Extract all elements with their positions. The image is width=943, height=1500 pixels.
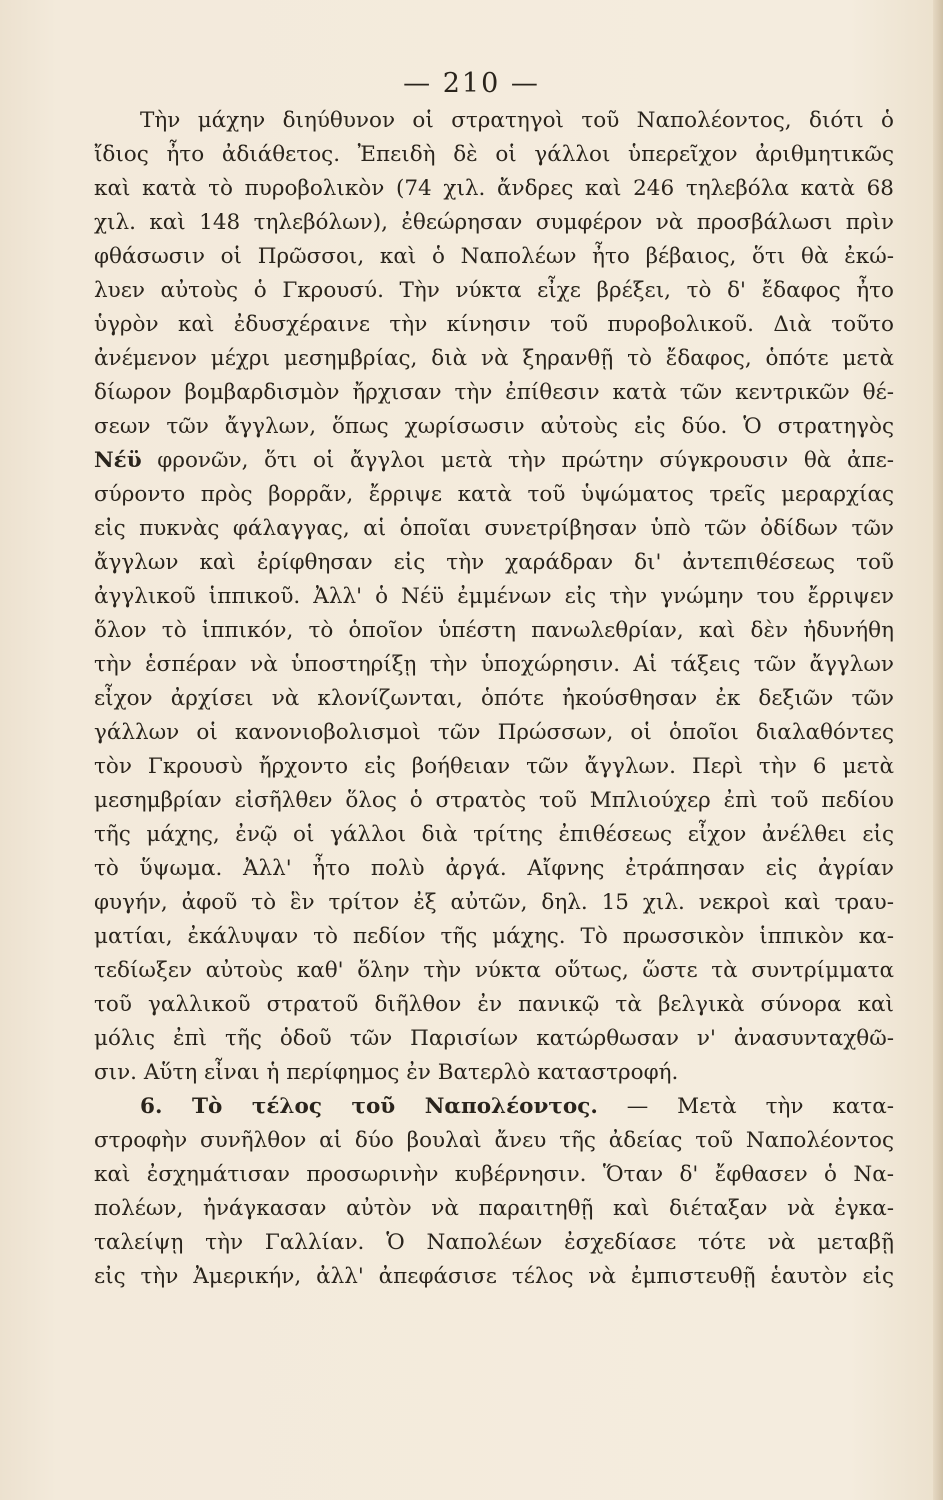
text-line: ἀνέμενον μέχρι μεσημβρίας, διὰ νὰ ξηρανθῇ τὸ ἔδαφος, ὁπότε μετὰ <box>94 346 894 371</box>
text-line: σεων τῶν ἄγγλων, ὅπως χωρίσωσιν αὐτοὺς εἰς δύο. Ὁ στρατηγὸς <box>94 414 894 439</box>
text-line: ματίαι, ἐκάλυψαν τὸ πεδίον τῆς μάχης. Τὸ πρωσσικὸν ἱππικὸν κα- <box>94 924 894 949</box>
text-line: ἀγγλικοῦ ἱππικοῦ. Ἀλλ' ὁ Νέϋ ἐμμένων εἰς τὴν γνώμην του ἔρριψεν <box>94 584 894 609</box>
text-line: τοῦ γαλλικοῦ στρατοῦ διῆλθον ἐν πανικῷ τὰ βελγικὰ σύνορα καὶ <box>94 992 894 1017</box>
text-line: πολέων, ἠνάγκασαν αὐτὸν νὰ παραιτηθῇ καὶ διέταξαν νὰ ἐγκα- <box>94 1196 894 1221</box>
text-line: τὴν ἑσπέραν νὰ ὑποστηρίξῃ τὴν ὑποχώρησιν. Αἱ τάξεις τῶν ἄγγλων <box>94 652 894 677</box>
text-line: σύροντο πρὸς βορρᾶν, ἔρριψε κατὰ τοῦ ὑψώματος τρεῖς μεραρχίας <box>94 482 894 507</box>
text-line: ἄγγλων καὶ ἐρίφθησαν εἰς τὴν χαράδραν δι' ἀντεπιθέσεως τοῦ <box>94 550 894 575</box>
text-line: καὶ κατὰ τὸ πυροβολικὸν (74 χιλ. ἄνδρες καὶ 246 τηλεβόλα κατὰ 68 <box>94 176 894 201</box>
text-line: λυεν αὐτοὺς ὁ Γκρουσύ. Τὴν νύκτα εἶχε βρέξει, τὸ δ' ἔδαφος ἦτο <box>94 278 894 303</box>
text-line: χιλ. καὶ 148 τηλεβόλων), ἐθεώρησαν συμφέρον νὰ προσβάλωσι πρὶν <box>94 210 894 235</box>
text-line: εἶχον ἀρχίσει νὰ κλονίζωνται, ὁπότε ἠκούσθησαν ἐκ δεξιῶν τῶν <box>94 686 894 711</box>
text-line: δίωρον βομβαρδισμὸν ἤρχισαν τὴν ἐπίθεσιν κατὰ τῶν κεντρικῶν θέ- <box>94 380 894 405</box>
text-line: ἴδιος ἦτο ἀδιάθετος. Ἐπειδὴ δὲ οἱ γάλλοι ὑπερεῖχον ἀριθμητικῶς <box>94 142 894 167</box>
text-line: γάλλων οἱ κανονιοβολισμοὶ τῶν Πρώσσων, οἱ ὁποῖοι διαλαθόντες <box>94 720 894 745</box>
text-line: τὸν Γκρουσὺ ἤρχοντο εἰς βοήθειαν τῶν ἄγγλων. Περὶ τὴν 6 μετὰ <box>94 754 894 779</box>
page-number: — 210 — <box>403 68 540 99</box>
section-heading: 6. Τὸ τέλος τοῦ Ναπολέοντος. <box>140 1094 598 1119</box>
body-text <box>94 104 894 1294</box>
text-line: Τὴν μάχην διηύθυνον οἱ στρατηγοὶ τοῦ Ναπολέοντος, διότι ὁ <box>140 108 894 133</box>
text-line-rest: φρονῶν, ὅτι οἱ ἄγγλοι μετὰ τὴν πρώτην σύγκρουσιν θὰ ἀπε- <box>157 448 894 473</box>
text-line: φθάσωσιν οἱ Πρῶσσοι, καὶ ὁ Ναπολέων ἦτο βέβαιος, ὅτι θὰ ἐκώ- <box>94 244 894 269</box>
text-line: σιν. Αὕτη εἶναι ἡ περίφημος ἐν Βατερλὸ καταστροφή. <box>94 1060 679 1085</box>
text-line <box>94 1090 894 1124</box>
text-line: τὸ ὕψωμα. Ἀλλ' ἦτο πολὺ ἀργά. Αἴφνης ἐτράπησαν εἰς ἀγρίαν <box>94 856 894 881</box>
text-line: φυγήν, ἀφοῦ τὸ ἓν τρίτον ἐξ αὐτῶν, δηλ. 15 χιλ. νεκροὶ καὶ τραυ- <box>94 890 894 915</box>
page-edge <box>933 0 943 1500</box>
text-line: μεσημβρίαν εἰσῆλθεν ὅλος ὁ στρατὸς τοῦ Μπλιούχερ ἐπὶ τοῦ πεδίου <box>94 788 894 813</box>
text-line: εἰς πυκνὰς φάλαγγας, αἱ ὁποῖαι συνετρίβησαν ὑπὸ τῶν ὀδίδων τῶν <box>94 516 894 541</box>
text-line-rest: — Μετὰ τὴν κατα- <box>626 1094 894 1119</box>
text-line: ὑγρὸν καὶ ἐδυσχέραινε τὴν κίνησιν τοῦ πυροβολικοῦ. Διὰ τοῦτο <box>94 312 894 337</box>
text-line: τεδίωξεν αὐτοὺς καθ' ὅλην τὴν νύκτα οὕτως, ὥστε τὰ συντρίμματα <box>94 958 894 983</box>
text-line: ὅλον τὸ ἱππικόν, τὸ ὁποῖον ὑπέστη πανωλεθρίαν, καὶ δὲν ἠδυνήθη <box>94 618 894 643</box>
text-line: καὶ ἐσχημάτισαν προσωρινὴν κυβέρνησιν. Ὅταν δ' ἔφθασεν ὁ Να- <box>94 1162 894 1187</box>
text-line: μόλις ἐπὶ τῆς ὁδοῦ τῶν Παρισίων κατώρθωσαν ν' ἀνασυνταχθῶ- <box>94 1026 894 1051</box>
text-line: ταλείψῃ τὴν Γαλλίαν. Ὁ Ναπολέων ἐσχεδίασε τότε νὰ μεταβῇ <box>94 1230 894 1255</box>
text-line: στροφὴν συνῆλθον αἱ δύο βουλαὶ ἄνευ τῆς ἀδείας τοῦ Ναπολέοντος <box>94 1128 894 1153</box>
text-line: τῆς μάχης, ἐνῷ οἱ γάλλοι διὰ τρίτης ἐπιθέσεως εἶχον ἀνέλθει εἰς <box>94 822 894 847</box>
text-line <box>94 444 894 478</box>
bold-name: Νέϋ <box>94 448 142 473</box>
text-line: εἰς τὴν Ἀμερικήν, ἀλλ' ἀπεφάσισε τέλος νὰ ἐμπιστευθῇ ἑαυτὸν εἰς <box>94 1264 894 1289</box>
